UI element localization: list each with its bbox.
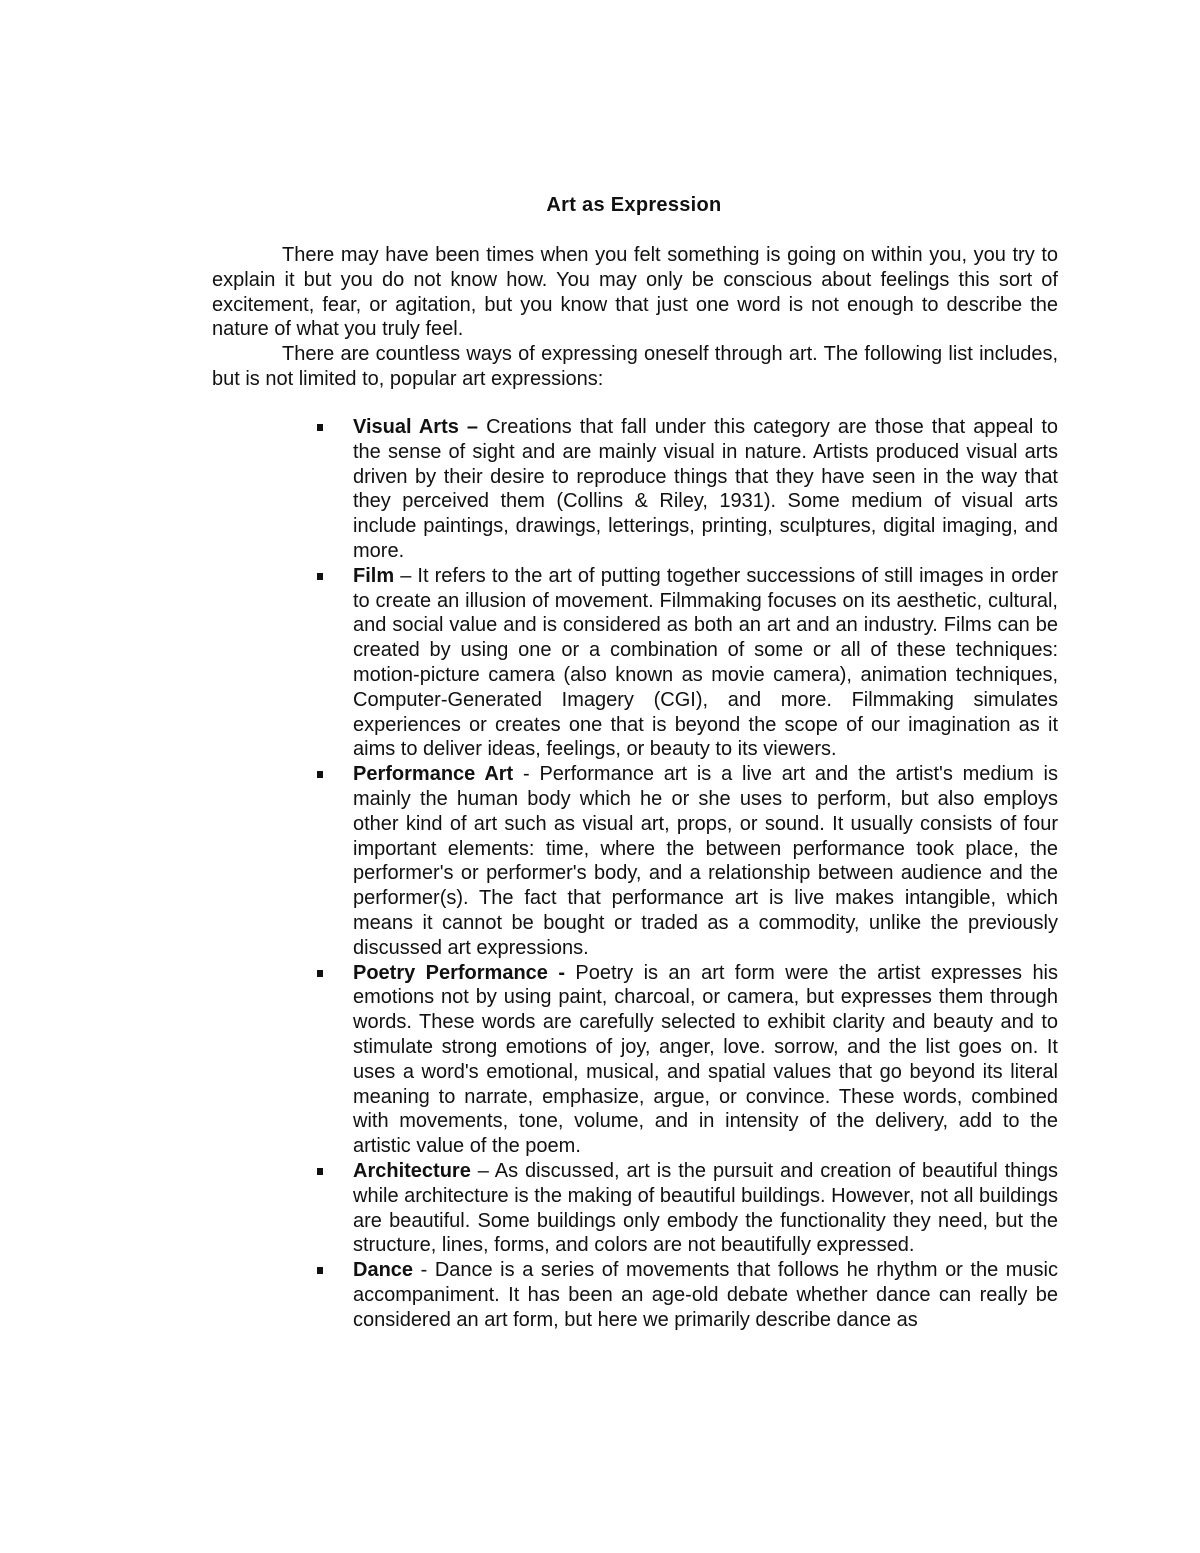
item-description: - Performance art is a live art and the artist's medium is mainly the human body which he or she uses to perform, but also employs other kind of art such as visual art, props, or sound. It usually consists of four important elements: time, where the between performance took place, the performer's or performer's body, and a relationship between audience and the performer(s). The fact that performance art is live makes intangible, which means it cannot be bought or traded as a commodity, unlike the previously discussed art expressions.: [353, 763, 1058, 959]
item-term: Architecture: [353, 1159, 471, 1182]
art-expressions-list: [353, 415, 1058, 1332]
bullet-icon: [317, 1267, 323, 1274]
list-item-architecture: [353, 1159, 1058, 1258]
bullet-icon: [317, 970, 323, 977]
intro-section: [212, 243, 1058, 392]
item-term: Poetry Performance -: [353, 961, 565, 984]
list-item-visual-arts: [353, 415, 1058, 564]
item-description: – As discussed, art is the pursuit and creation of beautiful things while architecture is the making of beautiful buildings. However, not all buildings are beautiful. Some buildings only embody the functionality they need, but the structure, lines, forms, and colors are not beautifully expressed.: [353, 1159, 1058, 1257]
bullet-icon: [317, 771, 323, 778]
list-item-performance-art: [353, 762, 1058, 960]
bullet-icon: [317, 424, 323, 431]
item-term: Dance: [353, 1259, 414, 1282]
item-description: – It refers to the art of putting together successions of still images in order to create an illusion of movement. Filmmaking focuses on its aesthetic, cultural, and social value and is considered as both an art and an industry. Films can be created by using one or a combination of some or all of these techniques: motion-picture camera (also known as movie camera), animation techniques, Computer-Generated Imagery (CGI), and more. Filmmaking simulates experiences or creates one that is beyond the scope of our imagination as it aims to deliver ideas, feelings, or beauty to its viewers.: [353, 564, 1058, 761]
item-term: Visual Arts –: [353, 416, 479, 438]
list-item-film: [353, 564, 1058, 762]
list-item-poetry-performance: [353, 961, 1058, 1159]
document-title: Art as Expression: [546, 194, 722, 216]
bullet-icon: [317, 573, 323, 580]
item-description: Poetry is an art form were the artist expresses his emotions not by using paint, charcoal, or camera, but expresses them through words. These words are carefully selected to exhibit clarity and beauty and to stimulate strong emotions of joy, anger, love. sorrow, and the list goes on. It uses a word's emotional, musical, and spatial values that go beyond its literal meaning to narrate, emphasize, argue, or convince. These words, combined with movements, tone, volume, and in intensity of the delivery, add to the artistic value of the poem.: [353, 961, 1059, 1158]
item-term: Film: [353, 564, 395, 587]
intro-paragraph-2: There are countless ways of expressing oneself through art. The following list includes, but is not limited to, popular art expressions:: [212, 343, 1058, 390]
list-item-dance: [353, 1258, 1058, 1332]
intro-paragraph-1: There may have been times when you felt something is going on within you, you try to explain it but you do not know how. You may only be conscious about feelings this sort of excitement, fear, or agitation, but you know that just one word is not enough to describe the nature of what you truly feel.: [212, 244, 1058, 341]
bullet-icon: [317, 1168, 323, 1175]
item-description: - Dance is a series of movements that follows he rhythm or the music accompaniment. It has been an age-old debate whether dance can really be considered an art form, but here we primarily describe dance as: [353, 1259, 1058, 1331]
item-description: Creations that fall under this category are those that appeal to the sense of sight and are mainly visual in nature. Artists produced visual arts driven by their desire to reproduce things that they have seen in the way that they perceived them (Collins & Riley, 1931). Some medium of visual arts include paintings, drawings, letterings, printing, sculptures, digital imaging, and more.: [353, 416, 1058, 562]
item-term: Performance Art: [353, 763, 514, 786]
